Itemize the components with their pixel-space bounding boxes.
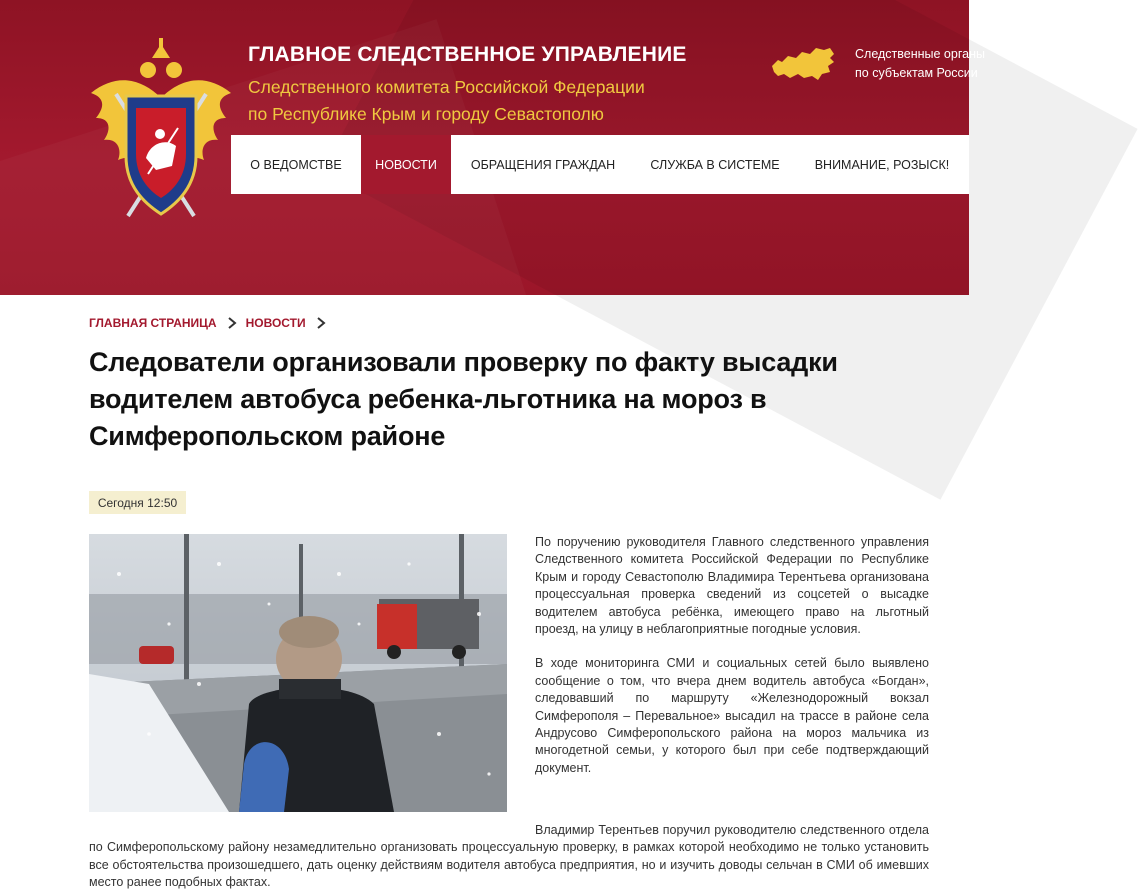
article-paragraph: Владимир Терентьев поручил руководителю следственного отдела по Симферопольскому району незамедлительно организовать процессуальную проверку, в рамках которой необходимо не только установить все обстоятельства произошедшего, дать оценку действиям водителя автобуса предприятия, но и изучить доводы сельчан в СМИ об имевших место ранее подобных фактах. <box>89 823 929 890</box>
org-subtitle <box>248 74 748 128</box>
org-title: ГЛАВНОЕ СЛЕДСТВЕННОЕ УПРАВЛЕНИЕ <box>248 43 687 66</box>
article-body <box>535 534 929 777</box>
org-subtitle-line: по Республике Крым и городу Севастополю <box>248 104 604 124</box>
breadcrumb <box>89 316 335 330</box>
org-subtitle-line: Следственного комитета Российской Федерации <box>248 77 645 97</box>
breadcrumb-home-link[interactable]: ГЛАВНАЯ СТРАНИЦА <box>89 316 217 330</box>
main-nav <box>231 135 969 194</box>
chevron-right-icon <box>226 316 238 330</box>
article-paragraph: В ходе мониторинга СМИ и социальных сетей было выявлено сообщение о том, что вчера днем водитель автобуса «Богдан», следовавший по маршруту «Железнодорожный вокзал Симферополя – Перевальное» высадил на трассе в районе села Андрусово Симферопольского района на мороз мальчика из многодетной семьи, у которого был при себе подтверждающий документ. <box>535 656 929 775</box>
regions-link-line: по субъектам России <box>855 66 978 80</box>
article-paragraph: По поручению руководителя Главного следственного управления Следственного комитета Российской Федерации по Республике Крым и городу Севастополю Владимира Терентьева организована процессуальная проверка сведений из соцсетей о высадке водителем автобуса ребёнка, имеющего право на льготный проезд, на улицу в неблагоприятные погодные условия. <box>535 535 929 637</box>
date-badge: Сегодня 12:50 <box>89 491 186 514</box>
article-title: Следователи организовали проверку по факту высадки водителем автобуса ребенка-льготника на мороз в Симферопольском районе <box>89 347 838 451</box>
regions-link-line: Следственные органы <box>855 47 985 61</box>
breadcrumb-news-link[interactable]: НОВОСТИ <box>245 316 306 330</box>
article-photo-image <box>89 534 507 812</box>
emblem-logo-icon[interactable] <box>86 38 236 224</box>
site-header <box>0 0 985 295</box>
nav-item-service[interactable]: СЛУЖБА В СИСТЕМЕ <box>650 157 780 172</box>
article-photo[interactable] <box>89 534 507 812</box>
nav-item-appeals[interactable]: ОБРАЩЕНИЯ ГРАЖДАН <box>470 157 616 172</box>
regions-link[interactable] <box>855 45 995 83</box>
nav-item-about[interactable]: О ВЕДОМСТВЕ <box>250 157 342 172</box>
nav-item-news[interactable]: НОВОСТИ <box>361 135 451 194</box>
chevron-right-icon <box>315 316 327 330</box>
nav-item-wanted[interactable]: ВНИМАНИЕ, РОЗЫСК! <box>814 157 950 172</box>
russia-map-icon[interactable] <box>768 44 838 84</box>
